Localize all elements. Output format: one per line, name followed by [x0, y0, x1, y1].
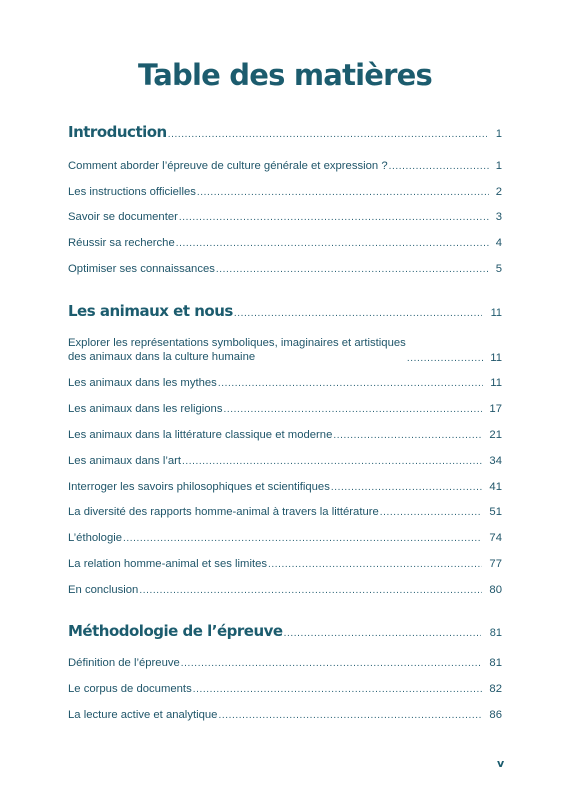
- dot-leader: [181, 658, 483, 669]
- dot-leader: [223, 404, 482, 415]
- entry-title-line2: des animaux dans la culture humaine: [68, 351, 256, 363]
- page-number: 41: [489, 481, 502, 493]
- section-title: Les animaux et nous: [68, 302, 233, 320]
- dot-leader: [182, 456, 482, 467]
- page-number: 21: [489, 429, 502, 441]
- toc-entry[interactable]: [68, 455, 502, 467]
- page-number: 11: [490, 377, 502, 389]
- page-number: 3: [495, 211, 502, 223]
- page-number: 2: [495, 186, 502, 198]
- page-number: 51: [489, 506, 502, 518]
- entry-title: Le corpus de documents: [68, 683, 192, 695]
- toc-entry[interactable]: [68, 657, 502, 669]
- section-title: Méthodologie de l’épreuve: [68, 622, 283, 640]
- entry-title: Les animaux dans la littérature classique et moderne: [68, 429, 333, 441]
- entry-title: Comment aborder l’épreuve de culture générale et expression ?: [68, 160, 388, 172]
- toc-entry[interactable]: [68, 186, 502, 198]
- dot-leader: [176, 238, 489, 249]
- page-number: 11: [490, 352, 502, 364]
- page-number: 81: [489, 627, 502, 639]
- dot-leader: [197, 187, 489, 198]
- dot-leader: [216, 264, 489, 275]
- page-number: 77: [489, 558, 502, 570]
- page-number: 4: [495, 237, 502, 249]
- dot-leader: [234, 308, 482, 319]
- toc-entry[interactable]: [68, 506, 502, 518]
- dot-leader: [218, 710, 482, 721]
- page-title: Table des matières: [138, 58, 432, 92]
- entry-title: L’éthologie: [68, 532, 123, 544]
- dot-leader: [179, 212, 489, 223]
- dot-leader: [168, 129, 487, 140]
- dot-leader: [268, 559, 482, 570]
- toc-entry[interactable]: [68, 683, 502, 695]
- page-number: 11: [490, 307, 502, 319]
- dot-leader: [407, 353, 483, 364]
- page-number: 80: [489, 584, 502, 596]
- dot-leader: [331, 482, 483, 493]
- toc-entry[interactable]: [68, 481, 502, 493]
- entry-title: Définition de l’épreuve: [68, 657, 180, 669]
- entry-title: Les instructions officielles: [68, 186, 196, 198]
- entry-title: Interroger les savoirs philosophiques et scientifiques: [68, 481, 330, 493]
- entry-title: Les animaux dans l’art: [68, 455, 182, 467]
- entry-title: [68, 336, 406, 364]
- entry-title: La diversité des rapports homme-animal à travers la littérature: [68, 506, 379, 518]
- toc-entry[interactable]: [68, 403, 502, 415]
- toc-section-introduction[interactable]: [68, 123, 502, 141]
- toc-entry[interactable]: [68, 558, 502, 570]
- toc-entry[interactable]: [68, 237, 502, 249]
- dot-leader: [380, 507, 483, 518]
- dot-leader: [333, 430, 482, 441]
- toc-entry[interactable]: [68, 429, 502, 441]
- page-number: 81: [489, 657, 502, 669]
- dot-leader: [123, 533, 482, 544]
- toc-entry[interactable]: [68, 377, 502, 389]
- entry-title: Les animaux dans les religions: [68, 403, 223, 415]
- toc-entry[interactable]: [68, 160, 502, 172]
- toc-entry[interactable]: [68, 263, 502, 275]
- toc-section-les-animaux-et-nous[interactable]: [68, 302, 502, 320]
- page-number: 5: [495, 263, 502, 275]
- entry-title: Optimiser ses connaissances: [68, 263, 215, 275]
- page-folio: v: [497, 757, 505, 770]
- toc-entry[interactable]: [68, 336, 502, 364]
- page-number: 82: [489, 683, 502, 695]
- entry-title: La relation homme-animal et ses limites: [68, 558, 268, 570]
- toc-section-methodologie[interactable]: [68, 622, 502, 640]
- dot-leader: [284, 628, 481, 639]
- dot-leader: [389, 161, 489, 172]
- page-number: 17: [489, 403, 502, 415]
- page-number: 74: [489, 532, 502, 544]
- entry-title: En conclusion: [68, 584, 139, 596]
- dot-leader: [139, 585, 482, 596]
- page-number: 86: [489, 709, 502, 721]
- dot-leader: [218, 378, 483, 389]
- page-number: 34: [489, 455, 502, 467]
- entry-title: Les animaux dans les mythes: [68, 377, 217, 389]
- toc-entry[interactable]: [68, 211, 502, 223]
- page-number: 1: [495, 128, 502, 140]
- toc-entry[interactable]: [68, 709, 502, 721]
- entry-title: La lecture active et analytique: [68, 709, 218, 721]
- page-number: 1: [495, 160, 502, 172]
- dot-leader: [193, 684, 483, 695]
- toc-entry[interactable]: [68, 584, 502, 596]
- entry-title: Réussir sa recherche: [68, 237, 175, 249]
- entry-title-line1: Explorer les représentations symboliques, imaginaires et artistiques: [68, 337, 406, 349]
- section-title: Introduction: [68, 123, 167, 141]
- toc-entry[interactable]: [68, 532, 502, 544]
- entry-title: Savoir se documenter: [68, 211, 178, 223]
